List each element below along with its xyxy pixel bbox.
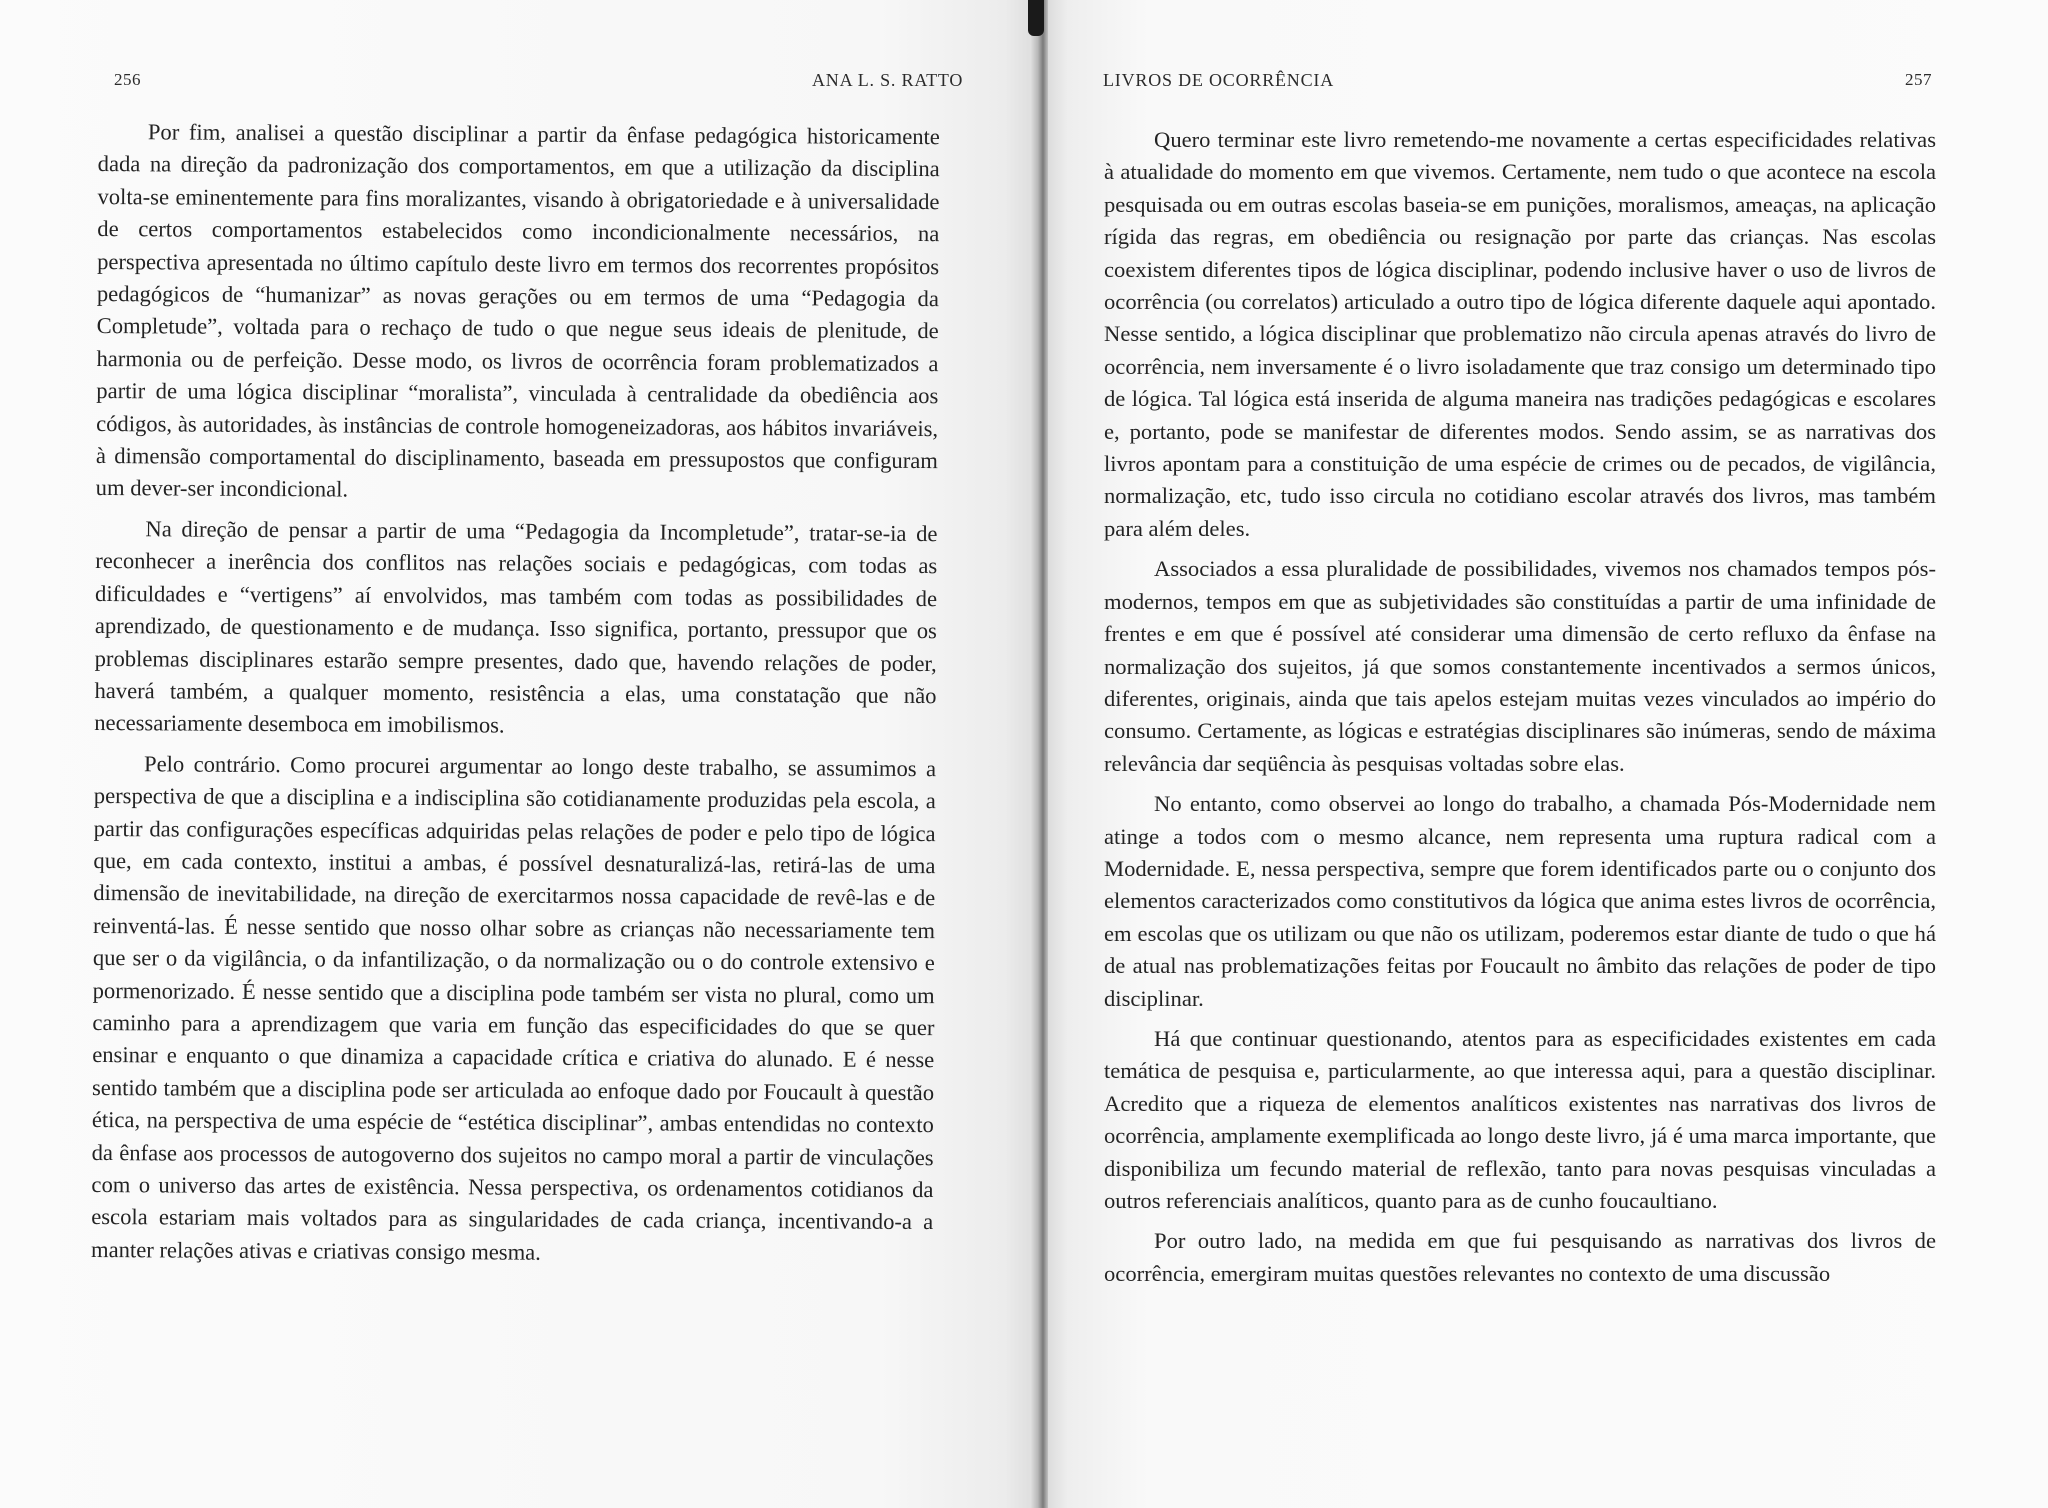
- paragraph: Na direção de pensar a partir de uma “Pedagogia da Incompletude”, tratar-se-ia de reconhecer a inerência dos conflitos nas relações sociais e pedagógicas, com todas as dificuldades e “vertigens” aí envolvidos, mas também com todas as possibilidades de aprendizado, de questionamento e de mudança. Isso significa, portanto, pressupor que os problemas disciplinares estarão sempre presentes, dado que, havendo relações de poder, haverá também, a qualquer momento, resistência a elas, uma constatação que não necessariamente desemboca em imobilismos.: [94, 516, 938, 738]
- paragraph: Há que continuar questionando, atentos para as especificidades existentes em cada temática de pesquisa e, particularmente, ao que interessa aqui, para a questão disciplinar. Acredito que a riqueza de elementos analíticos existentes nas narrativas dos livros de ocorrência, amplamente exemplificada ao longo deste livro, já é uma marca importante, que disponibiliza um fecundo material de reflexão, tanto para novas pesquisas vinculadas a outros referenciais analíticos, quanto para as de cunho foucaultiano.: [1104, 1025, 1936, 1213]
- running-head: LIVROS DE OCORRÊNCIA: [1103, 70, 1335, 90]
- paragraph: Por outro lado, na medida em que fui pesquisando as narrativas dos livros de ocorrência, emergiram muitas questões relevantes no contexto de uma discussão: [1104, 1228, 1936, 1286]
- page-number: 257: [1905, 70, 1932, 89]
- paragraph: Associados a essa pluralidade de possibilidades, vivemos nos chamados tempos pós-modernos, tempos em que as subjetividades são constituídas a partir de uma infinidade de frentes e em que é possível até considerar uma dimensão de certo refluxo da ênfase na normalização dos sujeitos, já que somos constantemente incentivados a sermos únicos, diferentes, originais, ainda que tais apelos estejam muitas vezes vinculados ao império do consumo. Certamente, as lógicas e estratégias disciplinares são inúmeras, sendo de máxima relevância dar seqüência às pesquisas voltadas sobre elas.: [1104, 556, 1936, 776]
- running-head: ANA L. S. RATTO: [812, 70, 964, 90]
- paragraph: No entanto, como observei ao longo do trabalho, a chamada Pós-Modernidade nem atinge a todos com o mesmo alcance, nem representa uma ruptura radical com a Modernidade. E, nessa perspectiva, sempre que forem identificados parte ou o conjunto dos elementos caracterizados como constitutivos da lógica que anima estes livros de ocorrência, em escolas que os utilizam ou que não os utilizam, poderemos estar diante de tudo o que há de atual nas problematizações feitas por Foucault no âmbito das relações de poder de tipo disciplinar.: [1104, 791, 1936, 1011]
- right-body-text: [1104, 124, 1936, 1298]
- left-body-text: [91, 116, 940, 1279]
- page-number: 256: [114, 70, 141, 89]
- paragraph: Quero terminar este livro remetendo-me novamente a certas especificidades relativas à atualidade do momento em que vivemos. Certamente, nem tudo o que acontece na escola pesquisada ou em outras escolas baseia-se em punições, moralismos, ameaças, na aplicação rígida das regras, em obediência ou resignação por parte das crianças. Nas escolas coexistem diferentes tipos de lógica disciplinar, podendo inclusive haver o uso de livros de ocorrência (ou correlatos) articulado a outro tipo de lógica diferente daquele aqui apontado. Nesse sentido, a lógica disciplinar que problematizo não circula apenas através do livro de ocorrência, nem inversamente é o livro isoladamente que traz consigo um determinado tipo de lógica. Tal lógica está inserida de alguma maneira nas tradições pedagógicas e escolares e, portanto, pode se manifestar de diferentes modos. Sendo assim, se as narrativas dos livros apontam para a constituição de uma espécie de crimes ou de pecados, de vigilância, normalização, etc, tudo isso circula no cotidiano escolar através dos livros, mas também para além deles.: [1104, 127, 1936, 541]
- paragraph: Pelo contrário. Como procurei argumentar ao longo deste trabalho, se assumimos a perspectiva de que a disciplina e a indisciplina são cotidianamente produzidas pela escola, a partir das configurações específicas adquiridas pelas relações de poder e pelo tipo de lógica que, em cada contexto, institui a ambas, é possível desnaturalizá-las, retirá-las de uma dimensão de inevitabilidade, na direção de exercitarmos nossa capacidade de revê-las e de reinventá-las. É nesse sentido que nosso olhar sobre as crianças não necessariamente tem que ser o da vigilância, o da infantilização, o da normalização ou o do controle extensivo e pormenorizado. É nesse sentido que a disciplina pode também ser vista no plural, como um caminho para a aprendizagem que varia em função das especificidades do que se quer ensinar e enquanto o que dinamiza a capacidade crítica e criativa do alunado. E é nesse sentido também que a disciplina pode ser articulada ao enfoque dado por Foucault à questão ética, na perspectiva de uma espécie de “estética disciplinar”, ambas entendidas no contexto da ênfase aos processos de autogoverno dos sujeitos no campo moral a partir de vinculações com o universo das artes de existência. Nessa perspectiva, os ordenamentos cotidianos da escola estariam mais voltados para as singularidades de cada criança, incentivando-a a manter relações ativas e criativas consigo mesma.: [91, 751, 937, 1265]
- right-page: [1048, 0, 2048, 1508]
- binding-shadow: [1028, 0, 1044, 36]
- paragraph: Por fim, analisei a questão disciplinar a partir da ênfase pedagógica historicamente dada na direção da padronização dos comportamentos, em que a utilização da disciplina volta-se eminentemente para fins moralizantes, visando à obrigatoriedade e à universalidade de certos comportamentos estabelecidos como incondicionalmente necessários, na perspectiva apresentada no último capítulo deste livro em termos dos recorrentes propósitos pedagógicos de “humanizar” as novas gerações ou em termos de uma “Pedagogia da Completude”, voltada para o rechaço de tudo o que negue seus ideais de plenitude, de harmonia ou de perfeição. Desse modo, os livros de ocorrência foram problematizados a partir de uma lógica disciplinar “moralista”, vinculada à centralidade da obediência aos códigos, às autoridades, às instâncias de controle homogeneizadoras, aos hábitos invariáveis, à dimensão comportamental do disciplinamento, baseada em pressupostos que configuram um dever-ser incondicional.: [95, 119, 940, 503]
